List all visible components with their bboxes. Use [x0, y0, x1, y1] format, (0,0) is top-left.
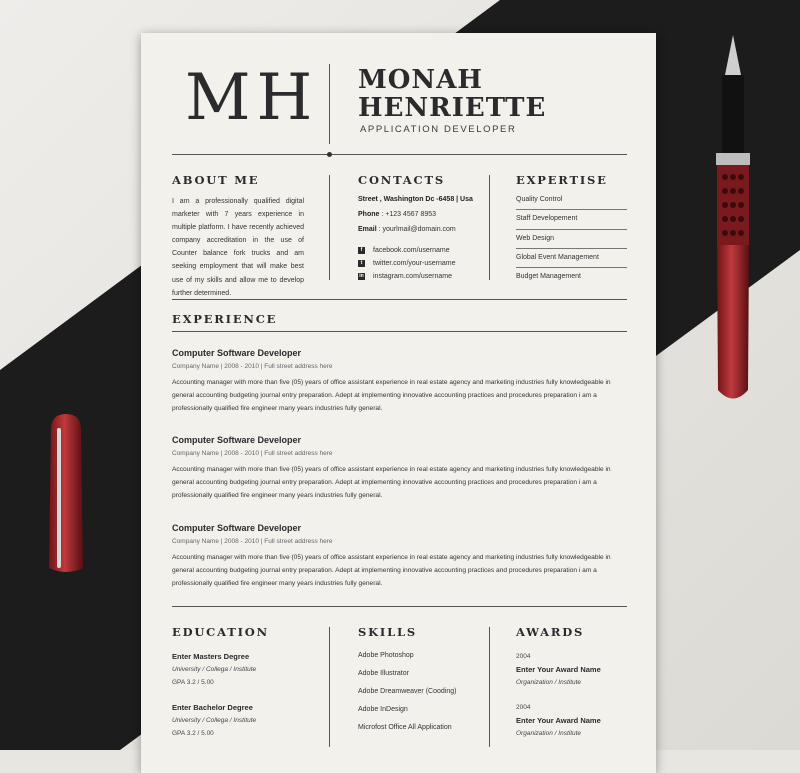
award-organization: Organization / Institute — [516, 679, 582, 686]
job-description: Accounting manager with more than five (05) years of office assistant experience in real estate agency and marketing industries fully knowledgeable in general accounting budgeting journal entry preparation. Adept at implementing innovative accounting practices and procedures preparation i am a professionally qualified fire engineer many years industries fully general. — [172, 554, 611, 587]
expertise-item: Staff Developement — [516, 215, 578, 222]
skill-item: Adobe Dreamweaver (Cooding) — [358, 688, 457, 695]
contact-email: Email : yourlmail@domain.com — [358, 226, 456, 233]
contact-address: Street , Washington Dc -6458 | Usa — [358, 196, 473, 203]
job-title: Computer Software Developer — [172, 348, 302, 358]
job-title: Computer Software Developer — [172, 435, 302, 445]
skill-item: Adobe Photoshop — [358, 652, 414, 659]
expertise-item: Quality Control — [516, 196, 563, 203]
social-facebook-text: facebook.com/username — [373, 247, 450, 254]
social-twitter[interactable] — [358, 260, 455, 267]
resume-page — [141, 33, 656, 773]
skill-item: Microfost Office All Application — [358, 724, 452, 731]
job-description: Accounting manager with more than five (05) years of office assistant experience in real estate agency and marketing industries fully knowledgeable in general accounting budgeting journal entry preparation. Adept at implementing innovative accounting practices and procedures preparation i am a professionally qualified fire engineer many years industries fully general. — [172, 379, 611, 412]
about-text: I am a professionally qualified digital marketer with 7 years experience in multiple platform. I have recently achieved company accreditation in the use of Counter balance fork trucks and am seeking employment that will make best use of my skills and allow me to develop further determined. — [172, 198, 304, 297]
column-divider-2 — [489, 175, 490, 280]
header-rule-dot — [327, 152, 332, 157]
experience-title: EXPERIENCE — [172, 312, 278, 326]
column-divider-1 — [329, 175, 330, 280]
expertise-rule — [516, 248, 627, 249]
section-rule — [172, 299, 627, 300]
first-name: MONAH — [358, 65, 483, 95]
header-divider — [329, 64, 330, 144]
fountain-pen-image — [708, 35, 758, 405]
name-heading — [358, 66, 546, 122]
role-title: APPLICATION DEVELOPER — [360, 124, 517, 135]
award-organization: Organization / Institute — [516, 730, 582, 737]
column-divider-4 — [489, 627, 490, 747]
expertise-item: Budget Management — [516, 273, 581, 280]
about-title: ABOUT ME — [172, 173, 260, 187]
column-divider-3 — [329, 627, 330, 747]
awards-title: AWARDS — [516, 625, 585, 639]
award-name: Enter Your Award Name — [516, 665, 601, 674]
expertise-rule — [516, 209, 627, 210]
expertise-item: Web Design — [516, 235, 555, 242]
social-instagram[interactable] — [358, 273, 452, 280]
header-rule — [172, 154, 627, 155]
education-degree: Enter Masters Degree — [172, 652, 250, 661]
education-university: University / Collega / Institute — [172, 717, 257, 724]
award-year: 2004 — [516, 653, 531, 660]
pen-cap-image — [45, 410, 87, 580]
expertise-rule — [516, 267, 627, 268]
facebook-icon: f — [358, 247, 365, 254]
job-meta: Company Name | 2008 - 2010 | Full street address here — [172, 538, 333, 545]
education-gpa: GPA 3.2 / 5.00 — [172, 730, 214, 737]
instagram-icon: in — [359, 273, 364, 279]
education-gpa: GPA 3.2 / 5.00 — [172, 679, 214, 686]
social-facebook[interactable] — [358, 247, 450, 254]
expertise-item: Global Event Management — [516, 254, 599, 261]
section-rule — [172, 606, 627, 607]
award-name: Enter Your Award Name — [516, 716, 601, 725]
job-description: Accounting manager with more than five (05) years of office assistant experience in real estate agency and marketing industries fully knowledgeable in general accounting budgeting journal entry preparation. Adept at implementing innovative accounting practices and procedures preparation i am a professionally qualified fire engineer many years industries fully general. — [172, 466, 611, 499]
expertise-rule — [516, 229, 627, 230]
contact-phone: Phone : +123 4567 8953 — [358, 211, 437, 218]
education-university: University / Collega / Institute — [172, 666, 257, 673]
skill-item: Adobe InDesign — [358, 706, 408, 713]
twitter-icon: t — [358, 260, 365, 267]
contacts-title: CONTACTS — [358, 173, 445, 187]
monogram: MH — [185, 61, 319, 135]
last-name: HENRIETTE — [358, 93, 547, 123]
award-year: 2004 — [516, 704, 531, 711]
social-twitter-text: twitter.com/your-username — [373, 260, 456, 267]
expertise-title: EXPERTISE — [516, 173, 608, 187]
skill-item: Adobe Illustrator — [358, 670, 409, 677]
experience-rule — [172, 331, 627, 332]
education-title: EDUCATION — [172, 625, 269, 639]
job-meta: Company Name | 2008 - 2010 | Full street address here — [172, 450, 333, 457]
job-title: Computer Software Developer — [172, 523, 302, 533]
job-meta: Company Name | 2008 - 2010 | Full street address here — [172, 363, 333, 370]
social-instagram-text: instagram.com/username — [373, 273, 452, 280]
education-degree: Enter Bachelor Degree — [172, 703, 253, 712]
skills-title: SKILLS — [358, 625, 417, 639]
